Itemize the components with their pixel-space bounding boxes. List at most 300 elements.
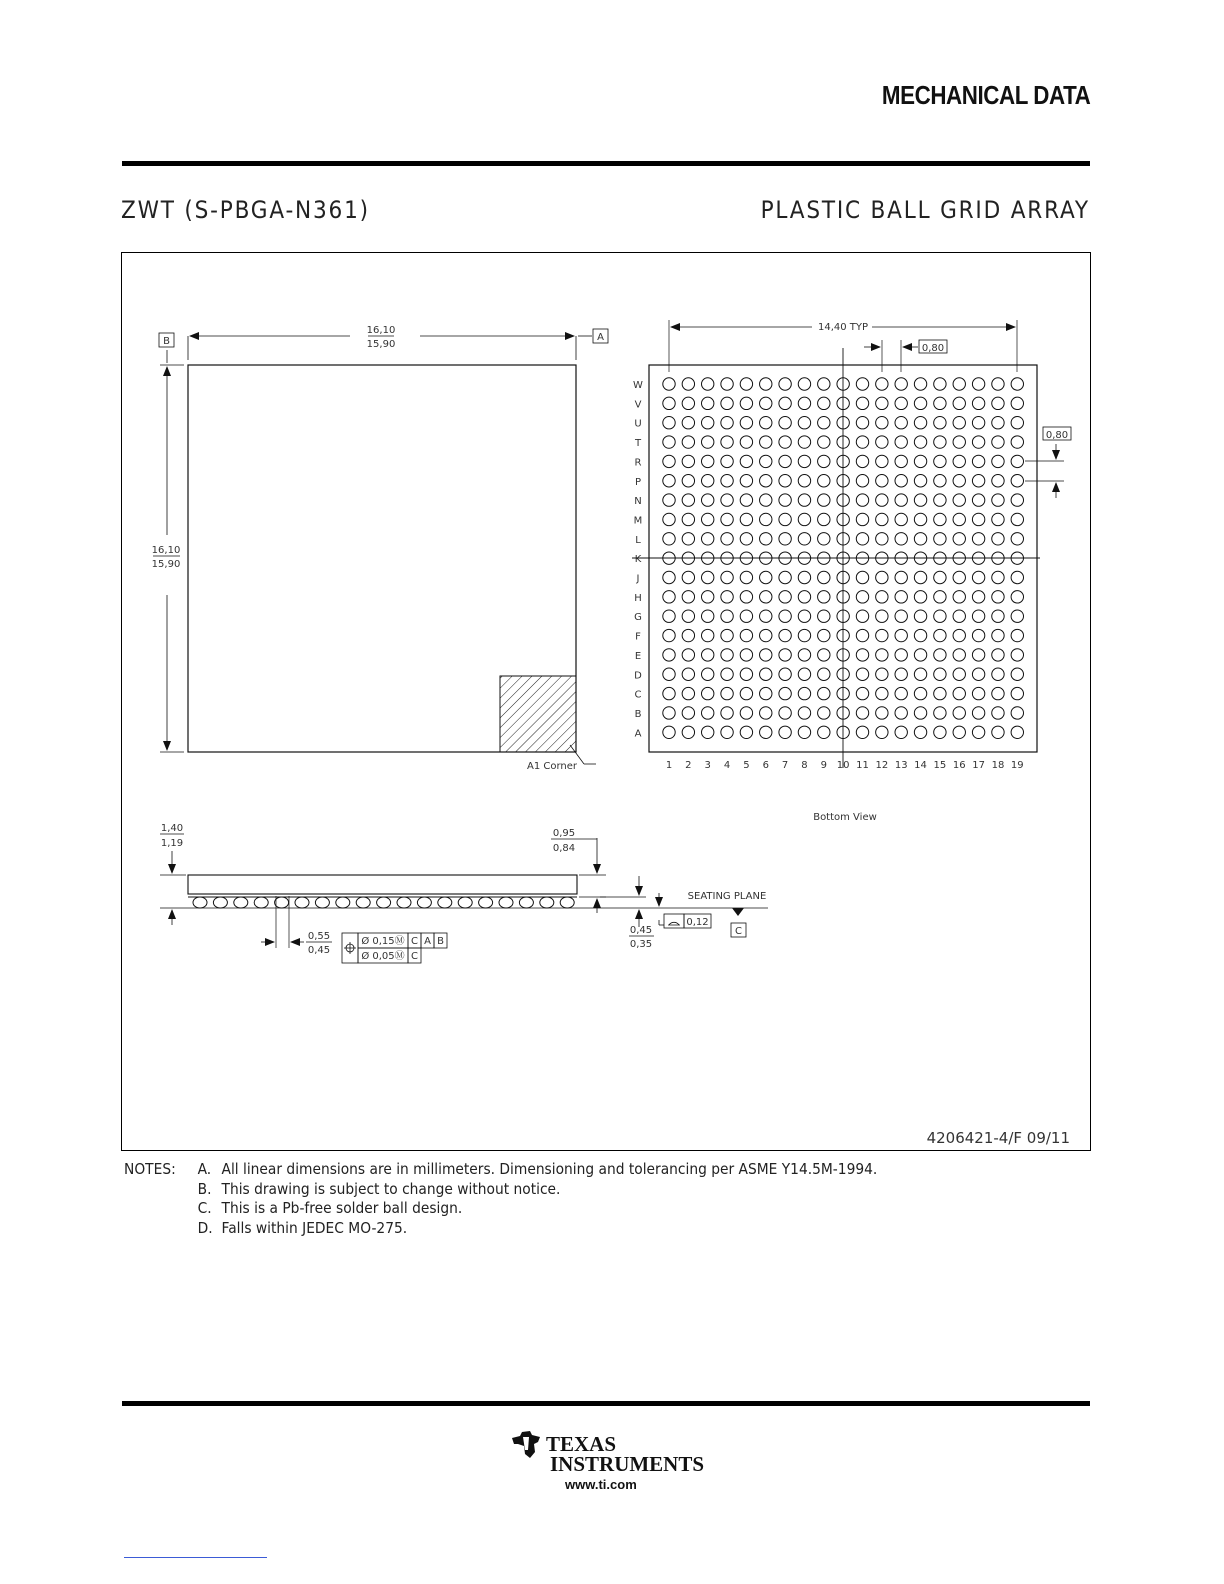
side-solder-ball	[438, 897, 452, 908]
top-height-min: 15,90	[151, 559, 181, 570]
solder-ball	[914, 668, 926, 680]
solder-ball	[914, 649, 926, 661]
solder-ball	[740, 726, 752, 738]
solder-ball	[798, 687, 810, 699]
row-label: B	[634, 708, 642, 720]
solder-ball	[779, 417, 791, 429]
solder-ball	[663, 707, 675, 719]
solder-ball	[798, 436, 810, 448]
solder-ball	[798, 417, 810, 429]
solder-ball	[914, 533, 926, 545]
solder-ball	[663, 629, 675, 641]
solder-ball	[740, 475, 752, 487]
solder-ball	[818, 533, 830, 545]
solder-ball	[992, 378, 1004, 390]
solder-ball	[895, 649, 907, 661]
note-letter: B.	[197, 1179, 212, 1198]
solder-ball	[663, 513, 675, 525]
solder-ball	[663, 397, 675, 409]
notes-heading: NOTES:	[124, 1160, 176, 1178]
solder-ball	[702, 378, 714, 390]
solder-ball	[702, 475, 714, 487]
body-max: 0,95	[552, 828, 576, 839]
col-label: 11	[856, 760, 869, 771]
solder-ball	[895, 378, 907, 390]
solder-ball	[779, 494, 791, 506]
note-text: Falls within JEDEC MO-275.	[221, 1218, 408, 1237]
solder-ball	[972, 649, 984, 661]
solder-ball	[876, 533, 888, 545]
solder-ball	[740, 629, 752, 641]
solder-ball	[876, 629, 888, 641]
row-label: J	[636, 573, 640, 585]
solder-ball	[818, 378, 830, 390]
solder-ball	[1011, 687, 1023, 699]
flatness-value: 0,12	[686, 917, 709, 928]
col-label: 8	[801, 760, 808, 771]
col-label: 4	[723, 760, 731, 771]
solder-ball	[1011, 417, 1023, 429]
solder-ball	[953, 571, 965, 583]
solder-ball	[682, 397, 694, 409]
solder-ball	[740, 610, 752, 622]
solder-ball	[895, 726, 907, 738]
solder-ball	[663, 610, 675, 622]
solder-ball	[760, 475, 772, 487]
solder-ball	[953, 591, 965, 603]
solder-ball	[779, 610, 791, 622]
solder-ball	[953, 494, 965, 506]
solder-ball	[760, 533, 772, 545]
side-solder-ball	[315, 897, 329, 908]
solder-ball	[1011, 436, 1023, 448]
solder-ball	[682, 513, 694, 525]
solder-ball	[721, 571, 733, 583]
solder-ball	[721, 726, 733, 738]
solder-ball	[721, 591, 733, 603]
solder-ball	[818, 591, 830, 603]
solder-ball	[818, 494, 830, 506]
col-labels	[666, 760, 1024, 771]
solder-ball	[953, 533, 965, 545]
bottom-view-caption: Bottom View	[813, 812, 877, 823]
solder-ball	[779, 378, 791, 390]
solder-ball	[798, 475, 810, 487]
col-label: 6	[762, 760, 769, 771]
brand-line-1: TEXAS	[546, 1432, 617, 1456]
solder-ball	[876, 513, 888, 525]
solder-ball	[876, 436, 888, 448]
col-label: 1	[665, 760, 673, 771]
solder-ball	[663, 436, 675, 448]
solder-ball	[914, 494, 926, 506]
solder-ball	[818, 629, 830, 641]
solder-ball	[702, 436, 714, 448]
solder-ball	[760, 707, 772, 719]
solder-ball	[856, 455, 868, 467]
solder-ball	[992, 475, 1004, 487]
solder-ball	[721, 475, 733, 487]
solder-ball	[702, 707, 714, 719]
solder-ball	[972, 591, 984, 603]
solder-ball	[972, 455, 984, 467]
side-solder-ball	[254, 897, 268, 908]
solder-ball	[876, 591, 888, 603]
col-label: 18	[991, 760, 1005, 771]
side-solder-ball	[234, 897, 248, 908]
body-min: 0,84	[552, 843, 576, 854]
solder-ball	[740, 668, 752, 680]
solder-ball	[953, 668, 965, 680]
solder-ball	[1011, 591, 1023, 603]
side-body	[188, 875, 577, 894]
row-label: T	[634, 438, 642, 450]
tolerance-1: Ø 0,15Ⓜ	[361, 936, 405, 947]
solder-ball	[740, 687, 752, 699]
solder-ball	[856, 649, 868, 661]
tol1-ref-a: A	[424, 936, 431, 947]
solder-ball	[876, 571, 888, 583]
solder-ball	[663, 475, 675, 487]
note-text: This is a Pb-free solder ball design.	[221, 1199, 463, 1217]
solder-ball	[856, 629, 868, 641]
solder-ball	[856, 726, 868, 738]
solder-ball	[914, 571, 926, 583]
solder-ball	[663, 668, 675, 680]
footer-rule	[122, 1401, 1090, 1406]
pitch-y-label: 0,80	[1045, 430, 1069, 441]
solder-ball	[663, 378, 675, 390]
brand-line-2: INSTRUMENTS	[550, 1452, 705, 1476]
solder-ball	[818, 455, 830, 467]
col-label: 16	[952, 760, 966, 771]
solder-ball	[779, 455, 791, 467]
solder-ball	[721, 668, 733, 680]
row-label: F	[635, 631, 641, 643]
solder-ball	[953, 417, 965, 429]
solder-ball	[1011, 629, 1023, 641]
solder-ball	[663, 591, 675, 603]
solder-ball	[895, 629, 907, 641]
solder-ball	[876, 668, 888, 680]
side-solder-ball	[479, 897, 493, 908]
solder-ball	[818, 610, 830, 622]
solder-ball	[779, 397, 791, 409]
solder-ball	[682, 417, 694, 429]
solder-ball	[798, 397, 810, 409]
solder-ball	[934, 571, 946, 583]
solder-ball	[876, 494, 888, 506]
solder-ball	[914, 610, 926, 622]
solder-ball	[682, 571, 694, 583]
solder-ball	[818, 668, 830, 680]
solder-ball	[1011, 668, 1023, 680]
solder-ball	[972, 533, 984, 545]
drawing-number: 4206421-4/F 09/11	[926, 1129, 1070, 1147]
side-solder-ball	[356, 897, 370, 908]
row-label: D	[634, 670, 642, 682]
solder-ball	[972, 629, 984, 641]
standoff-min: 0,35	[629, 939, 653, 950]
solder-ball	[934, 455, 946, 467]
solder-ball	[953, 436, 965, 448]
solder-ball	[721, 436, 733, 448]
solder-ball	[992, 629, 1004, 641]
row-label: W	[633, 380, 643, 391]
row-label: N	[634, 496, 642, 508]
solder-ball	[740, 591, 752, 603]
row-label: P	[634, 476, 642, 488]
solder-ball	[760, 591, 772, 603]
row-labels	[633, 380, 643, 739]
col-label: 14	[914, 760, 927, 771]
solder-ball	[760, 436, 772, 448]
solder-ball	[682, 707, 694, 719]
solder-ball	[702, 629, 714, 641]
side-view	[160, 838, 768, 948]
solder-ball	[972, 397, 984, 409]
solder-ball	[682, 436, 694, 448]
solder-ball	[992, 610, 1004, 622]
col-label: 9	[820, 760, 827, 771]
side-solder-ball	[377, 897, 391, 908]
row-label: K	[634, 554, 642, 566]
solder-ball	[992, 397, 1004, 409]
solder-ball	[895, 571, 907, 583]
solder-ball	[992, 533, 1004, 545]
solder-ball	[992, 591, 1004, 603]
solder-ball	[992, 417, 1004, 429]
solder-ball	[934, 668, 946, 680]
span-label: 14,40 TYP	[817, 322, 869, 333]
solder-ball	[682, 475, 694, 487]
solder-ball	[1011, 455, 1023, 467]
solder-ball	[953, 687, 965, 699]
solder-ball	[895, 455, 907, 467]
solder-ball	[914, 591, 926, 603]
ball-dia-max: 0,55	[307, 931, 331, 942]
solder-ball	[856, 533, 868, 545]
solder-ball	[779, 513, 791, 525]
solder-ball	[992, 726, 1004, 738]
solder-ball	[895, 417, 907, 429]
solder-ball	[798, 610, 810, 622]
col-label: 12	[875, 760, 889, 771]
solder-ball	[798, 726, 810, 738]
solder-ball	[818, 707, 830, 719]
solder-ball	[895, 707, 907, 719]
solder-ball	[818, 475, 830, 487]
solder-ball	[914, 436, 926, 448]
solder-ball	[760, 610, 772, 622]
footer-link-underline	[124, 1557, 267, 1558]
solder-ball	[779, 687, 791, 699]
top-width-max: 16,10	[366, 325, 396, 336]
solder-ball	[702, 668, 714, 680]
tolerance-2: Ø 0,05Ⓜ	[361, 951, 405, 962]
solder-ball	[895, 687, 907, 699]
notes-block	[124, 1160, 877, 1238]
solder-ball	[895, 475, 907, 487]
solder-ball	[856, 494, 868, 506]
solder-ball	[856, 571, 868, 583]
tol2-ref-c: C	[411, 951, 418, 962]
solder-ball	[798, 571, 810, 583]
a1-corner-label: A1 Corner	[526, 761, 578, 772]
height-min: 1,19	[160, 838, 184, 849]
solder-ball	[760, 687, 772, 699]
ti-url-link[interactable]: www.ti.com	[565, 1477, 637, 1492]
solder-ball	[895, 436, 907, 448]
solder-ball	[856, 591, 868, 603]
solder-ball	[818, 513, 830, 525]
solder-ball	[702, 417, 714, 429]
solder-ball	[818, 726, 830, 738]
solder-ball	[876, 475, 888, 487]
solder-ball	[779, 475, 791, 487]
solder-ball	[818, 436, 830, 448]
solder-ball	[972, 726, 984, 738]
solder-ball	[663, 726, 675, 738]
row-label: A	[634, 728, 642, 740]
solder-ball	[663, 455, 675, 467]
solder-ball	[663, 571, 675, 583]
solder-ball	[818, 571, 830, 583]
solder-ball	[934, 436, 946, 448]
solder-ball	[934, 726, 946, 738]
solder-ball	[702, 455, 714, 467]
standoff-max: 0,45	[629, 925, 653, 936]
solder-ball	[702, 513, 714, 525]
solder-ball	[682, 378, 694, 390]
solder-ball	[992, 513, 1004, 525]
solder-ball	[914, 687, 926, 699]
row-label: V	[634, 399, 642, 411]
top-height-max: 16,10	[151, 545, 181, 556]
solder-ball	[779, 649, 791, 661]
solder-ball	[934, 397, 946, 409]
solder-ball	[876, 726, 888, 738]
solder-ball	[895, 397, 907, 409]
ti-logo-icon	[510, 1430, 544, 1460]
col-label: 19	[1010, 760, 1024, 771]
pitch-x-label: 0,80	[921, 343, 945, 354]
solder-ball	[682, 668, 694, 680]
side-solder-ball	[499, 897, 513, 908]
solder-ball	[702, 687, 714, 699]
row-label: M	[633, 515, 643, 527]
solder-ball	[856, 513, 868, 525]
solder-ball	[740, 417, 752, 429]
solder-ball	[972, 668, 984, 680]
solder-ball	[953, 649, 965, 661]
side-solder-ball	[336, 897, 350, 908]
solder-ball	[856, 436, 868, 448]
solder-ball	[721, 533, 733, 545]
solder-ball	[740, 533, 752, 545]
solder-ball	[760, 378, 772, 390]
solder-ball	[856, 475, 868, 487]
solder-ball	[876, 649, 888, 661]
solder-ball	[740, 455, 752, 467]
solder-ball	[663, 649, 675, 661]
solder-ball	[876, 455, 888, 467]
solder-ball	[953, 707, 965, 719]
solder-ball	[798, 455, 810, 467]
solder-ball	[1011, 378, 1023, 390]
solder-ball	[682, 591, 694, 603]
solder-ball	[779, 591, 791, 603]
tol1-ref-c: C	[411, 936, 418, 947]
solder-ball	[972, 513, 984, 525]
solder-ball	[953, 610, 965, 622]
solder-ball	[760, 494, 772, 506]
solder-ball	[972, 378, 984, 390]
solder-ball	[953, 629, 965, 641]
col-label: 10	[836, 760, 850, 771]
solder-ball	[663, 494, 675, 506]
solder-ball	[1011, 494, 1023, 506]
solder-ball	[876, 417, 888, 429]
solder-ball	[895, 668, 907, 680]
height-max: 1,40	[160, 823, 184, 834]
col-label: 2	[685, 760, 692, 771]
solder-ball	[992, 455, 1004, 467]
solder-ball	[779, 571, 791, 583]
solder-ball	[721, 707, 733, 719]
solder-ball	[934, 378, 946, 390]
a1-corner-marker	[500, 676, 576, 752]
datum-b-label: B	[163, 336, 170, 347]
solder-ball	[702, 533, 714, 545]
solder-ball	[682, 649, 694, 661]
solder-ball	[972, 687, 984, 699]
solder-ball	[779, 533, 791, 545]
solder-ball	[992, 649, 1004, 661]
solder-ball	[972, 417, 984, 429]
solder-ball	[663, 533, 675, 545]
solder-ball	[914, 726, 926, 738]
solder-ball	[682, 533, 694, 545]
solder-ball	[876, 687, 888, 699]
row-label: G	[634, 612, 642, 624]
datum-a-label: A	[597, 332, 604, 343]
solder-ball	[721, 629, 733, 641]
solder-ball	[934, 610, 946, 622]
solder-ball	[856, 707, 868, 719]
solder-ball	[1011, 513, 1023, 525]
solder-ball	[914, 455, 926, 467]
col-label: 7	[781, 760, 789, 771]
solder-ball	[1011, 397, 1023, 409]
solder-ball	[992, 707, 1004, 719]
solder-ball	[740, 494, 752, 506]
solder-ball	[953, 397, 965, 409]
solder-ball	[702, 397, 714, 409]
solder-ball	[856, 397, 868, 409]
solder-ball	[721, 687, 733, 699]
note-text: This drawing is subject to change without notice.	[221, 1179, 561, 1198]
note-text: All linear dimensions are in millimeters. Dimensioning and tolerancing per ASME Y14.5M-1994.	[221, 1160, 878, 1178]
solder-ball	[992, 571, 1004, 583]
note-letter: D.	[197, 1218, 213, 1237]
row-label: L	[635, 534, 641, 546]
side-solder-ball	[295, 897, 309, 908]
solder-ball	[972, 707, 984, 719]
solder-ball	[760, 513, 772, 525]
solder-ball	[856, 378, 868, 390]
row-label: E	[634, 650, 642, 662]
